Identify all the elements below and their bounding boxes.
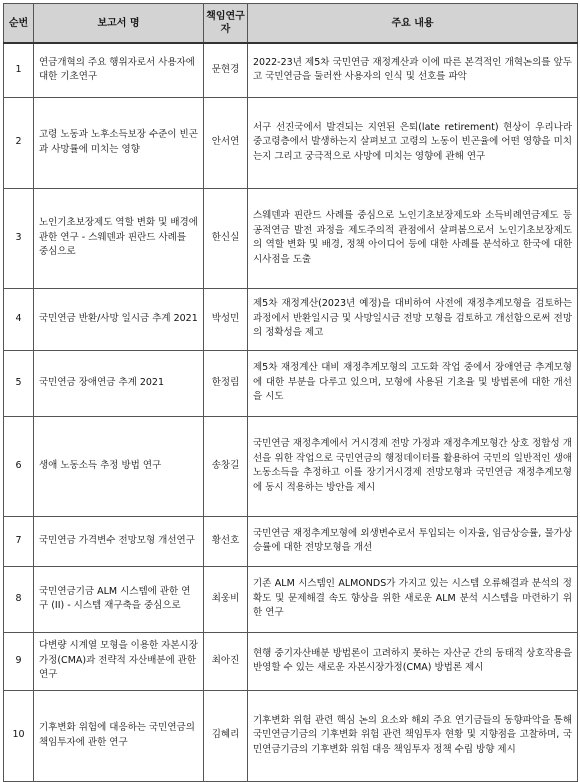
report-summary: 제5차 재정계산(2023년 예정)을 대비하여 사전에 재정추계모형을 검토하는 과정에서 반환일시금 및 사망일시금 전망 모형을 검토하고 개선함으로써 전망의 정확성을 제고	[248, 288, 578, 350]
report-table	[3, 3, 578, 782]
report-summary: 제5차 재정계산 대비 재정추계모형의 고도화 작업 중에서 장애연금 추계모형에 대한 부분을 다루고 있으며, 모형에 사용된 기초율 및 방법론에 대한 개선을 시도	[248, 350, 578, 416]
lead-researcher: 최아진	[204, 632, 248, 690]
report-title: 다변량 시계열 모형을 이용한 자본시장가정(CMA)과 전략적 자산배분에 관한 연구	[34, 632, 204, 690]
row-number: 5	[4, 350, 34, 416]
lead-researcher: 황선호	[204, 516, 248, 566]
table-row	[4, 43, 578, 97]
row-number: 6	[4, 416, 34, 516]
row-number: 2	[4, 97, 34, 188]
header-summary: 주요 내용	[248, 4, 578, 44]
row-number: 10	[4, 690, 34, 781]
lead-researcher: 최웅비	[204, 566, 248, 632]
report-summary: 스웨덴과 핀란드 사례를 중심으로 노인기초보장제도와 소득비례연금제도 등 공적연금 발전 과정을 제도주의적 관점에서 살펴봄으로서 노인기초보장제도의 역할 변화 및 배경, 정책 아이디어 등에 대한 사례를 분석하고 한국에 대한 시사점을 도출	[248, 188, 578, 288]
row-number: 9	[4, 632, 34, 690]
lead-researcher: 송창길	[204, 416, 248, 516]
table-row	[4, 566, 578, 632]
report-summary: 서구 선진국에서 발견되는 지연된 은퇴(late retirement) 현상이 우리나라 중고령층에서 발생하는지 살펴보고 고령의 노동이 빈곤율에 어떤 영향을 미치는지 그리고 궁극적으로 사망에 미치는 영향에 관해 연구	[248, 97, 578, 188]
report-title: 연금개혁의 주요 행위자로서 사용자에 대한 기초연구	[34, 43, 204, 97]
lead-researcher: 안서연	[204, 97, 248, 188]
table-header	[4, 4, 578, 44]
report-summary: 현행 중기자산배분 방법론이 고려하지 못하는 자산군 간의 동태적 상호작용을 반영할 수 있는 새로운 자본시장가정(CMA) 방법론 제시	[248, 632, 578, 690]
table-row	[4, 188, 578, 288]
report-summary: 국민연금 재정추계모형에 외생변수로서 투입되는 이자율, 임금상승률, 물가상승률에 대한 전망모형을 개선	[248, 516, 578, 566]
report-title: 고령 노동과 노후소득보장 수준이 빈곤과 사망률에 미치는 영향	[34, 97, 204, 188]
report-title: 국민연금 장애연금 추계 2021	[34, 350, 204, 416]
table-body	[4, 43, 578, 781]
row-number: 1	[4, 43, 34, 97]
report-title: 노인기초보장제도 역할 변화 및 배경에 관한 연구 - 스웨덴과 핀란드 사례를 중심으로	[34, 188, 204, 288]
table-row	[4, 516, 578, 566]
table-row	[4, 350, 578, 416]
report-summary: 기존 ALM 시스템인 ALMONDS가 가지고 있는 시스템 오류해결과 분석의 정확도 및 문제해결 속도 향상을 위한 새로운 ALM 분석 시스템을 마련하기 위한 연구	[248, 566, 578, 632]
report-summary: 기후변화 위험 관련 핵심 논의 요소와 해외 주요 연기금들의 동향파악을 통해 국민연금기금의 기후변화 위험 관련 책임투자 현황 및 지향점을 고찰하며, 국민연금기금의 기후변화 위험 대응 책임투자 정책 수립 방향 제시	[248, 690, 578, 781]
report-title: 국민연금 가격변수 전망모형 개선연구	[34, 516, 204, 566]
header-title: 보고서 명	[34, 4, 204, 44]
row-number: 4	[4, 288, 34, 350]
report-title: 기후변화 위험에 대응하는 국민연금의 책임투자에 관한 연구	[34, 690, 204, 781]
row-number: 7	[4, 516, 34, 566]
report-summary: 국민연금 재정추계에서 거시경제 전망 가정과 재정추계모형간 상호 정합성 개선을 위한 작업으로 국민연금의 행정데이터를 활용하여 국민의 일반적인 생애 노동소득을 추정하고 이를 장기거시경제 전망모형과 국민연금 재정추계모형에 동시 적용하는 방안을 제시	[248, 416, 578, 516]
row-number: 3	[4, 188, 34, 288]
report-title: 국민연금기금 ALM 시스템에 관한 연구 (II) - 시스템 재구축을 중심으로	[34, 566, 204, 632]
table-row	[4, 632, 578, 690]
header-no: 순번	[4, 4, 34, 44]
header-row	[4, 4, 578, 44]
lead-researcher: 한신실	[204, 188, 248, 288]
table-row	[4, 416, 578, 516]
table-row	[4, 97, 578, 188]
report-summary: 2022-23년 제5차 국민연금 재정계산과 이에 따른 본격적인 개혁논의를 앞두고 국민연금을 둘러싼 사용자의 인식 및 선호를 파악	[248, 43, 578, 97]
lead-researcher: 박성민	[204, 288, 248, 350]
report-title: 국민연금 반환/사망 일시금 추계 2021	[34, 288, 204, 350]
lead-researcher: 문현경	[204, 43, 248, 97]
row-number: 8	[4, 566, 34, 632]
table-row	[4, 690, 578, 781]
header-researcher: 책임연구자	[204, 4, 248, 44]
lead-researcher: 한정림	[204, 350, 248, 416]
table-row	[4, 288, 578, 350]
report-title: 생애 노동소득 추정 방법 연구	[34, 416, 204, 516]
lead-researcher: 김혜리	[204, 690, 248, 781]
